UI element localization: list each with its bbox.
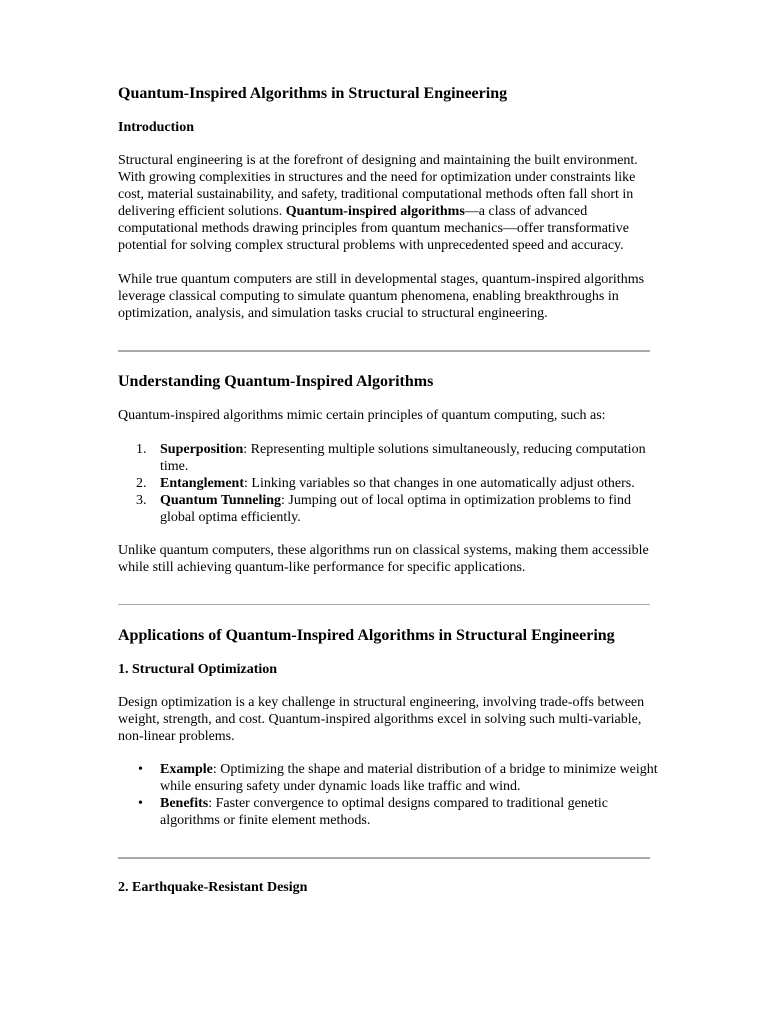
intro-paragraph-1 — [118, 152, 658, 254]
structural-optimization-paragraph: Design optimization is a key challenge in structural engineering, involving trade-offs between weight, strength, and cost. Quantum-inspired algorithms excel in solving such multi-variable, non-linear problems. — [118, 695, 645, 744]
structural-optimization-heading: 1. Structural Optimization — [118, 662, 278, 677]
intro-p1-text-b: —a class of advanced computational methods drawing principles from quantum mechanics—offer transformative potential for solving complex structural problems with unprecedented speed and accuracy. — [118, 204, 629, 253]
bullet-text: : Faster convergence to optimal designs compared to traditional genetic algorithms or finite element methods. — [160, 796, 609, 828]
list-item — [136, 475, 658, 492]
list-number: 2. — [136, 476, 147, 491]
section-divider — [118, 604, 650, 605]
bullet-term: Benefits — [160, 796, 209, 811]
bullet-marker: • — [138, 762, 143, 777]
list-term: Entanglement — [160, 476, 244, 491]
list-text: : Linking variables so that changes in one automatically adjust others. — [244, 476, 635, 491]
applications-heading: Applications of Quantum-Inspired Algorithms in Structural Engineering — [118, 627, 615, 644]
list-term: Quantum Tunneling — [160, 493, 282, 508]
understanding-lead: Quantum-inspired algorithms mimic certain principles of quantum computing, such as: — [118, 408, 606, 423]
principles-list — [118, 441, 658, 526]
bullet-text: : Optimizing the shape and material distribution of a bridge to minimize weight while ensuring safety under dynamic loads like traffic and wind. — [160, 762, 658, 794]
list-term: Superposition — [160, 442, 244, 457]
intro-p1-text-a: Structural engineering is at the forefront of designing and maintaining the built environment. With growing complexities in structures and the need for optimization under constraints like cost, material sustainability, and safety, traditional computational methods often fall short in delivering efficient solutions. — [118, 153, 638, 219]
list-number: 3. — [136, 493, 147, 508]
document-title: Quantum-Inspired Algorithms in Structural Engineering — [118, 85, 508, 102]
list-item — [136, 492, 658, 526]
understanding-closing: Unlike quantum computers, these algorithms run on classical systems, making them accessible while still achieving quantum-like performance for specific applications. — [118, 543, 649, 575]
intro-p1-bold: Quantum-inspired algorithms — [285, 204, 465, 219]
intro-paragraph-2: While true quantum computers are still in developmental stages, quantum-inspired algorithms leverage classical computing to simulate quantum phenomena, enabling breakthroughs in optimization, analysis, and simulation tasks crucial to structural engineering. — [118, 272, 645, 321]
section-divider — [118, 857, 650, 859]
understanding-heading: Understanding Quantum-Inspired Algorithms — [118, 373, 434, 390]
list-item — [136, 795, 658, 829]
document-body — [118, 84, 658, 896]
optimization-bullets — [118, 761, 658, 829]
bullet-term: Example — [160, 762, 213, 777]
intro-heading: Introduction — [118, 120, 194, 135]
list-number: 1. — [136, 442, 147, 457]
bullet-marker: • — [138, 796, 143, 811]
list-text: : Jumping out of local optima in optimization problems to find global optima efficiently. — [160, 493, 631, 525]
earthquake-design-heading: 2. Earthquake-Resistant Design — [118, 880, 308, 895]
section-divider — [118, 350, 650, 352]
list-item — [136, 441, 658, 475]
list-text: : Representing multiple solutions simultaneously, reducing computation time. — [160, 442, 646, 474]
list-item — [136, 761, 658, 795]
